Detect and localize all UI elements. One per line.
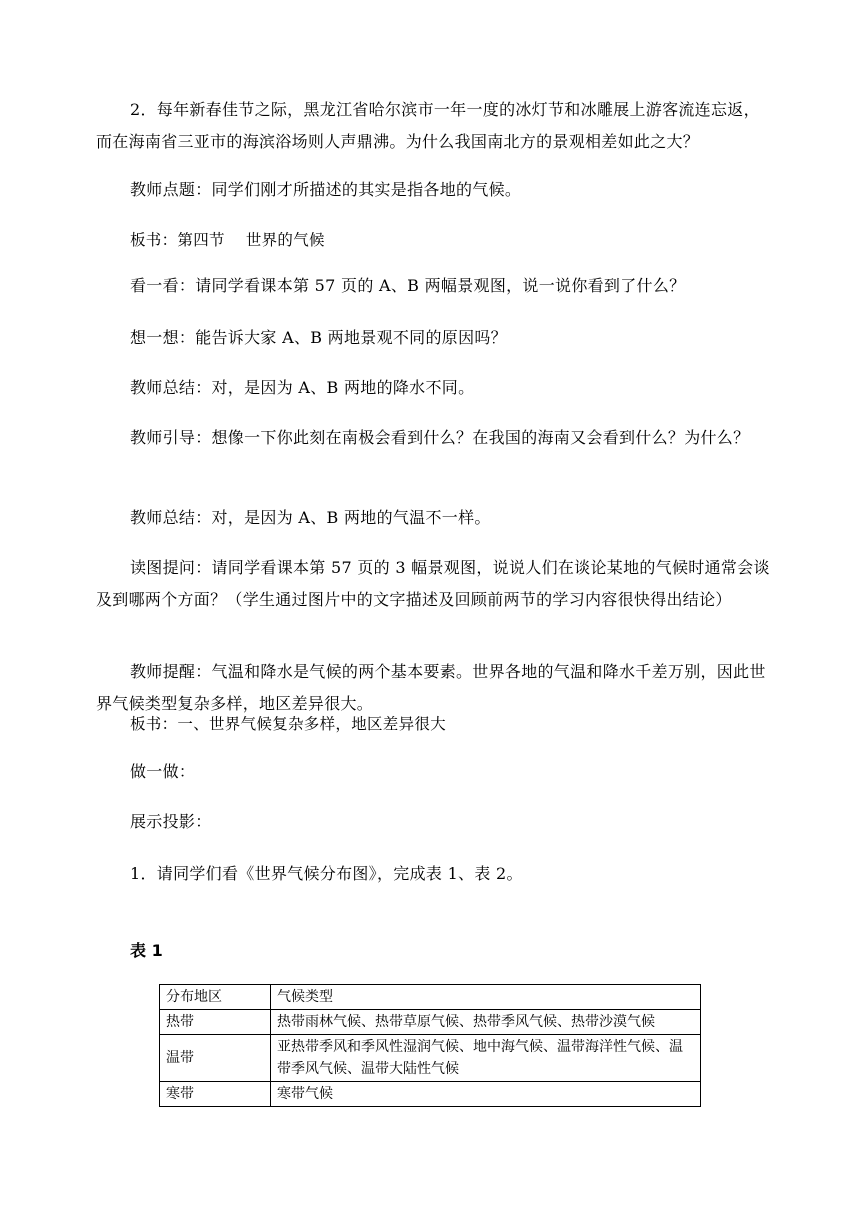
- paragraph-look: 看一看：请同学看课本第 57 页的 A、B 两幅景观图，说一说你看到了什么？: [130, 276, 686, 295]
- paragraph-question-2: 2．每年新春佳节之际，黑龙江省哈尔滨市一年一度的冰灯节和冰雕展上游客流连忘返，而在海南省三亚市的海滨浴场则人声鼎沸。为什么我国南北方的景观相差如此之大？: [96, 100, 760, 151]
- table-cell-region: 热带: [160, 1010, 271, 1035]
- paragraph-map-question: 读图提问：请同学看课本第 57 页的 3 幅景观图，说说人们在谈论某地的气候时通常会谈及到哪两个方面？（学生通过图片中的文字描述及回顾前两节的学习内容很快得出结论）: [96, 558, 770, 609]
- paragraph-do: 做一做：: [130, 762, 196, 781]
- table-caption: 表 1: [130, 941, 163, 960]
- paragraph-summary-precipitation: 教师总结：对，是因为 A、B 两地的降水不同。: [130, 378, 475, 397]
- paragraph-think: 想一想：能告诉大家 A、B 两地景观不同的原因吗？: [130, 328, 507, 347]
- table-cell-climate-types: 寒带气候: [271, 1082, 701, 1107]
- table-cell-region: 寒带: [160, 1082, 271, 1107]
- climate-table: [159, 984, 701, 1107]
- table-header-cell: 分布地区: [160, 985, 271, 1010]
- paragraph-projection: 展示投影：: [130, 812, 212, 831]
- paragraph-board-title: 板书：第四节 世界的气候: [130, 231, 325, 249]
- paragraph-task-1: 1．请同学们看《世界气候分布图》，完成表 1、表 2。: [130, 864, 523, 883]
- table-cell-region: 温带: [160, 1035, 271, 1082]
- table-cell-climate-types: 热带雨林气候、热带草原气候、热带季风气候、热带沙漠气候: [271, 1010, 701, 1035]
- table-header-cell: 气候类型: [271, 985, 701, 1010]
- paragraph-teacher-reminder: 教师提醒：气温和降水是气候的两个基本要素。世界各地的气温和降水千差万别，因此世界气候类型复杂多样，地区差异很大。: [96, 662, 766, 713]
- paragraph-teacher-point: 教师点题：同学们刚才所描述的其实是指各地的气候。: [130, 180, 522, 199]
- paragraph-teacher-guide: 教师引导：想像一下你此刻在南极会看到什么？在我国的海南又会看到什么？为什么？: [130, 428, 750, 447]
- table-row: [160, 1010, 701, 1035]
- paragraph-board-heading: 板书：一、世界气候复杂多样，地区差异很大: [130, 715, 447, 733]
- paragraph-summary-temperature: 教师总结：对，是因为 A、B 两地的气温不一样。: [130, 508, 491, 527]
- table-row: [160, 1082, 701, 1107]
- table-header-row: [160, 985, 701, 1010]
- table-cell-climate-types: 亚热带季风和季风性湿润气候、地中海气候、温带海洋性气候、温带季风气候、温带大陆性气候: [271, 1035, 701, 1082]
- table-row: [160, 1035, 701, 1082]
